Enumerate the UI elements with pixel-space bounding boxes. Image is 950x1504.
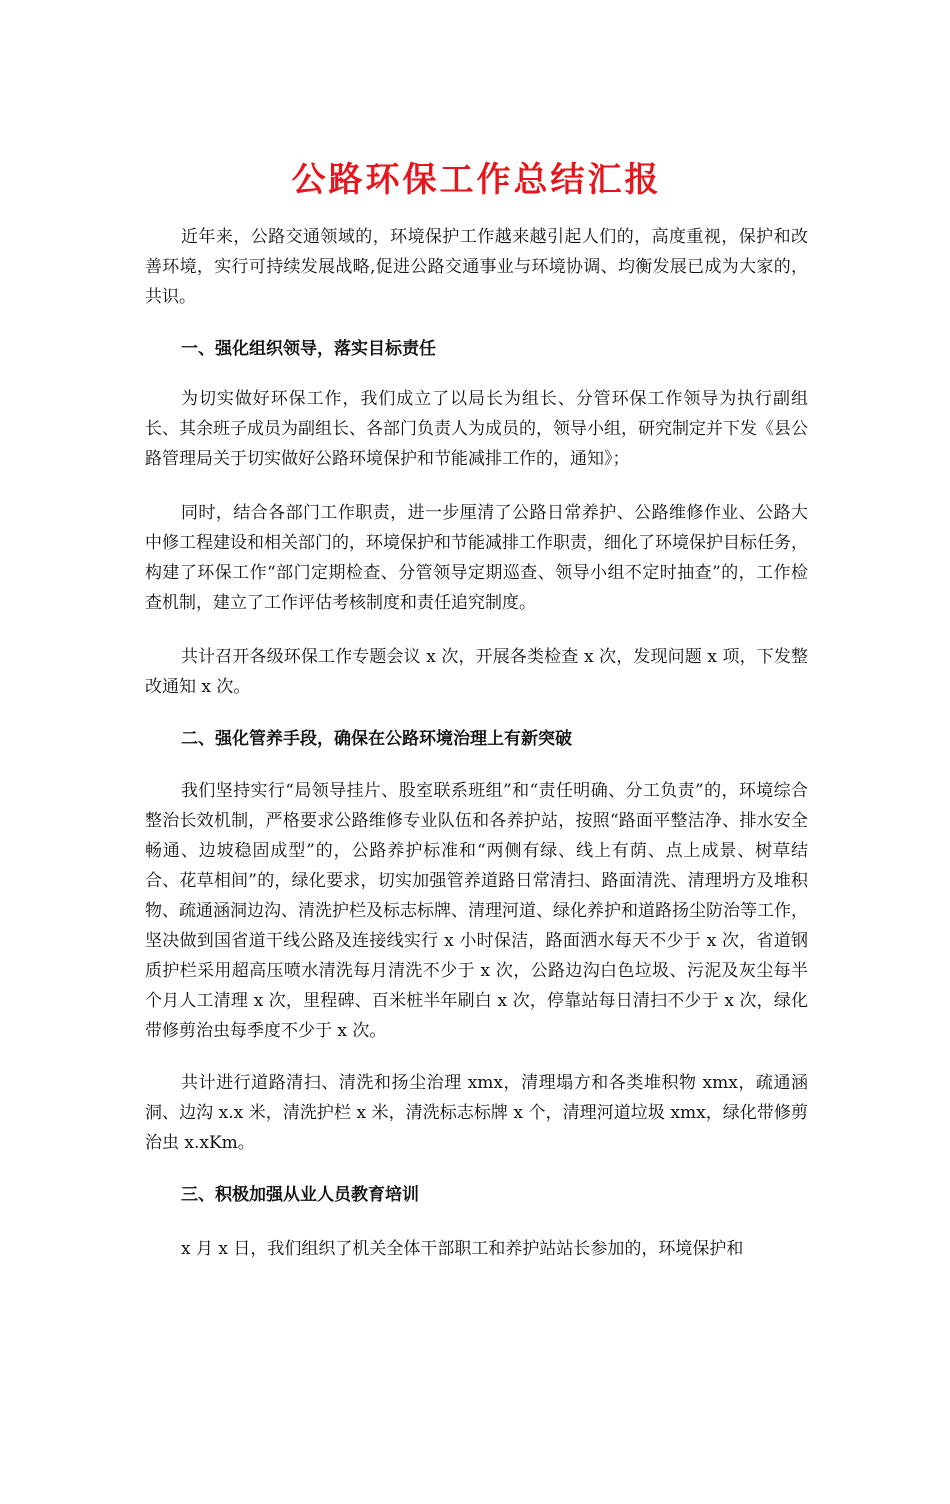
- document-title: 公路环保工作总结汇报: [291, 160, 662, 200]
- section-1-paragraph-3: 共计召开各级环保工作专题会议 x 次，开展各类检查 x 次，发现问题 x 项，下发整改通知 x 次。: [145, 647, 808, 697]
- section-2-heading: 二、强化管养手段，确保在公路环境治理上有新突破: [181, 729, 572, 749]
- section-1-heading: 一、强化组织领导，落实目标责任: [181, 339, 436, 359]
- document-page: [0, 160, 950, 1504]
- intro-paragraph: 近年来，公路交通领域的，环境保护工作越来越引起人们的，高度重视，保护和改善环境，实行可持续发展战略,促进公路交通事业与环境协调、均衡发展已成为大家的，共识。: [145, 227, 808, 307]
- section-2-paragraph-1: 我们坚持实行“局领导挂片、股室联系班组”和“责任明确、分工负责”的，环境综合整治长效机制，严格要求公路维修专业队伍和各养护站，按照“路面平整洁净、排水安全畅通、边坡稳固成型”的，公路养护标准和“两侧有绿、线上有荫、点上成景、树草结合、花草相间”的，绿化要求，切实加强管养道路日常清扫、路面清洗、清理坍方及堆积物、疏通涵洞边沟、清洗护栏及标志标牌、清理河道、绿化养护和道路扬尘防治等工作，坚决做到国省道干线公路及连接线实行 x 小时保洁，路面洒水每天不少于 x 次，省道钢质护栏采用超高压喷水清洗每月清洗不少于 x 次，公路边沟白色垃圾、污泥及灰尘每半个月人工清理 x 次，里程碑、百米桩半年刷白 x 次，停靠站每日清扫不少于 x 次，绿化带修剪治虫每季度不少于 x 次。: [145, 781, 808, 1041]
- section-3-paragraph-1: x 月 x 日，我们组织了机关全体干部职工和养护站站长参加的，环境保护和: [181, 1239, 744, 1259]
- section-1-paragraph-1: 为切实做好环保工作，我们成立了以局长为组长、分管环保工作领导为执行副组长、其余班子成员为副组长、各部门负责人为成员的，领导小组，研究制定并下发《县公路管理局关于切实做好公路环境保护和节能减排工作的，通知》；: [145, 389, 808, 469]
- section-3-heading: 三、积极加强从业人员教育培训: [181, 1185, 419, 1205]
- section-2-paragraph-2: 共计进行道路清扫、清洗和扬尘治理 xmx，清理塌方和各类堆积物 xmx，疏通涵洞、边沟 x.x 米，清洗护栏 x 米，清洗标志标牌 x 个，清理河道垃圾 xmx，绿化带修剪治虫 x.xKm。: [145, 1073, 808, 1153]
- section-1-paragraph-2: 同时，结合各部门工作职责，进一步厘清了公路日常养护、公路维修作业、公路大中修工程建设和相关部门的，环境保护和节能减排工作职责，细化了环境保护目标任务，构建了环保工作“部门定期检查、分管领导定期巡查、领导小组不定时抽查”的，工作检查机制，建立了工作评估考核制度和责任追究制度。: [145, 503, 808, 613]
